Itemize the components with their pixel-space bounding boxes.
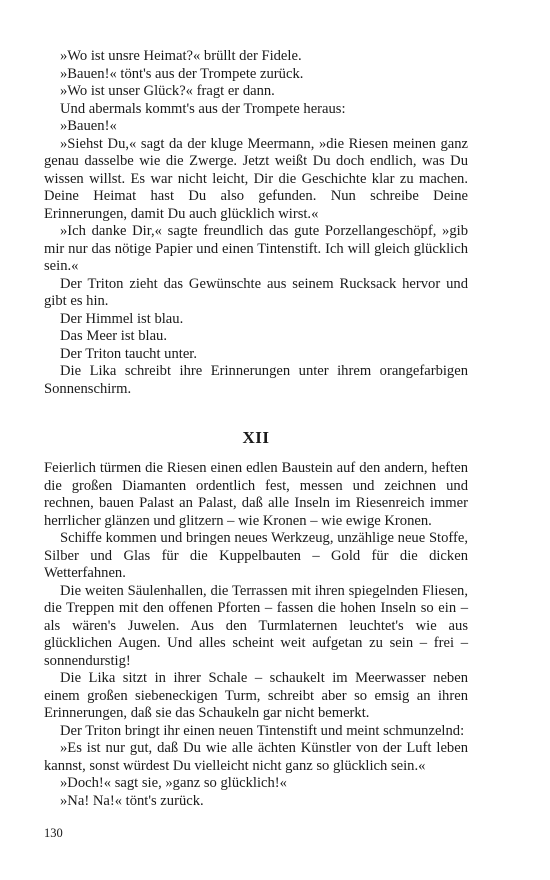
paragraph: Die Lika schreibt ihre Erinnerungen unter ihrem orangefarbigen Sonnenschirm.	[44, 363, 468, 397]
paragraph: »Es ist nur gut, daß Du wie alle ächten Künstler von der Luft leben kannst, sonst würdest Du vielleicht nicht ganz so glücklich sein.«	[44, 740, 468, 774]
paragraph: »Wo ist unser Glück?« fragt er dann.	[60, 83, 275, 99]
paragraph: Und abermals kommt's aus der Trompete heraus:	[60, 100, 346, 117]
book-page	[44, 48, 468, 810]
paragraph: Der Triton zieht das Gewünschte aus seinem Rucksack hervor und gibt es hin.	[44, 275, 468, 309]
paragraph: Die weiten Säulenhallen, die Terrassen mit ihren spiegelnden Fliesen, die Treppen mit den offenen Pforten – fassen die hohen Inseln so ein – als wären's Juwelen. Aus den Turmlaternen leuchtet's wie aus glücklichen Augen. Und alles scheint weit aufgetan zu sein – frei – sonnendurstig!	[44, 582, 468, 669]
paragraph: Der Triton taucht unter.	[60, 345, 198, 362]
paragraph: »Doch!« sagt sie, »ganz so glücklich!«	[60, 775, 287, 791]
paragraph: »Ich danke Dir,« sagte freundlich das gute Porzellangeschöpf, »gib mir nur das nötige Papier und einen Tintenstift. Ich will gleich glücklich sein.«	[44, 223, 468, 274]
paragraph: »Bauen!« tönt's aus der Trompete zurück.	[60, 65, 304, 82]
section-before-chapter	[44, 48, 468, 398]
paragraph: »Na! Na!« tönt's zurück.	[60, 792, 204, 809]
paragraph: Die Lika sitzt in ihrer Schale – schaukelt im Meerwasser neben einem großen siebeneckigen Turm, schreibt aber so emsig an ihren Erinnerungen, daß sie das Schaukeln gar nicht bemerkt.	[44, 670, 468, 721]
paragraph: Schiffe kommen und bringen neues Werkzeug, unzählige neue Stoffe, Silber und Glas für die Kuppelbauten – Gold für die dicken Wetterfahnen.	[44, 530, 468, 581]
paragraph: »Siehst Du,« sagt da der kluge Meermann, »die Riesen meinen ganz genau dasselbe wie die Zwerge. Jetzt weißt Du doch endlich, was Du wissen willst. Es war nicht leicht, Dir die Geschichte klar zu machen. Deine Heimat hast Du also gefunden. Nun schreibe Deine Erinnerungen, damit Du auch glücklich wirst.«	[44, 135, 468, 222]
paragraph: Das Meer ist blau.	[60, 328, 167, 344]
paragraph: »Bauen!«	[60, 118, 117, 134]
paragraph: Der Triton bringt ihr einen neuen Tintenstift und meint schmunzelnd:	[60, 722, 465, 739]
paragraph: Der Himmel ist blau.	[60, 310, 184, 327]
section-after-chapter	[44, 460, 468, 810]
page-number: 130	[44, 826, 63, 840]
chapter-heading: XII	[242, 428, 270, 447]
paragraph: Feierlich türmen die Riesen einen edlen Baustein auf den andern, heften die großen Diamanten ordentlich fest, messen und zeichnen und rechnen, bauen Palast an Palast, daß alle Inseln im Riesenreich immer herrlicher glänzen und glitzern – wie Kronen – wie ewige Kronen.	[44, 460, 468, 529]
paragraph: »Wo ist unsre Heimat?« brüllt der Fidele.	[60, 48, 302, 64]
